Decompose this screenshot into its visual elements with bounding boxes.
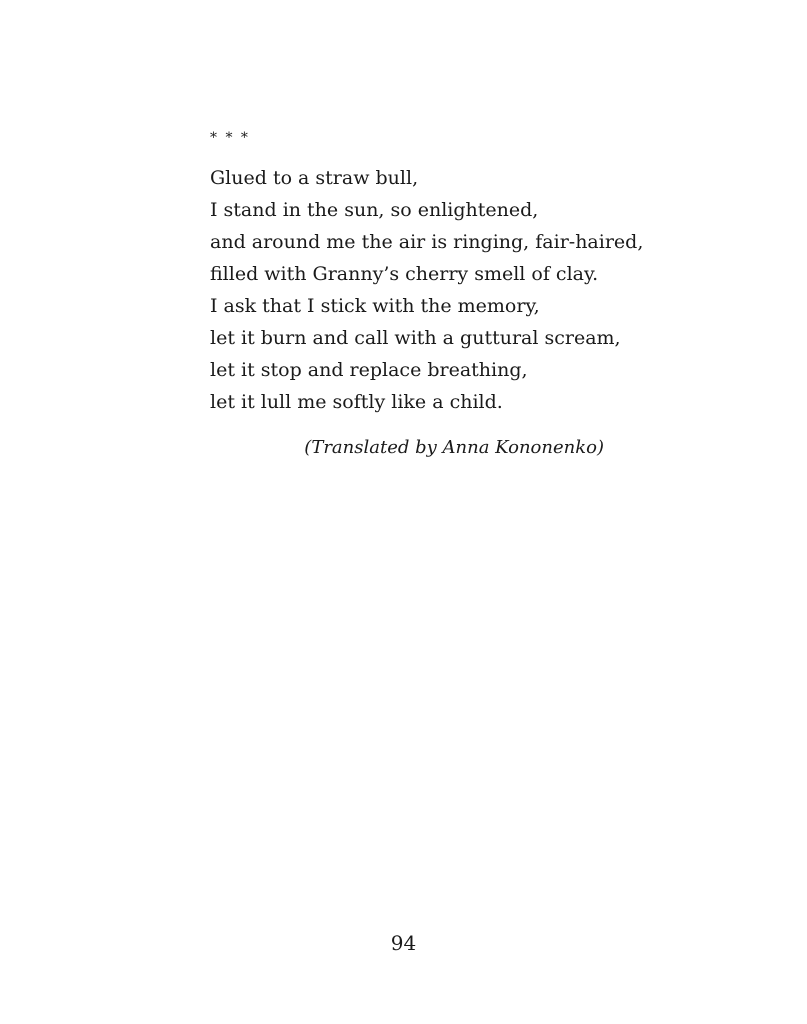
poem-line: let it stop and replace breathing, [210, 359, 528, 381]
poem [210, 128, 644, 418]
translator-credit: (Translated by Anna Kononenko) [304, 437, 604, 458]
poem-line: filled with Granny’s cherry smell of clay. [210, 263, 599, 285]
page-number: 94 [390, 931, 417, 955]
poem-line: I ask that I stick with the memory, [210, 295, 540, 317]
poem-line: Glued to a straw bull, [210, 167, 419, 189]
poem-line: I stand in the sun, so enlightened, [210, 199, 539, 221]
poem-line: let it lull me softly like a child. [210, 391, 503, 413]
poem-lines [210, 162, 644, 418]
poem-separator: * * * [210, 130, 250, 146]
poem-line: let it burn and call with a guttural scream, [210, 327, 621, 349]
poem-line: and around me the air is ringing, fair-haired, [210, 231, 644, 253]
